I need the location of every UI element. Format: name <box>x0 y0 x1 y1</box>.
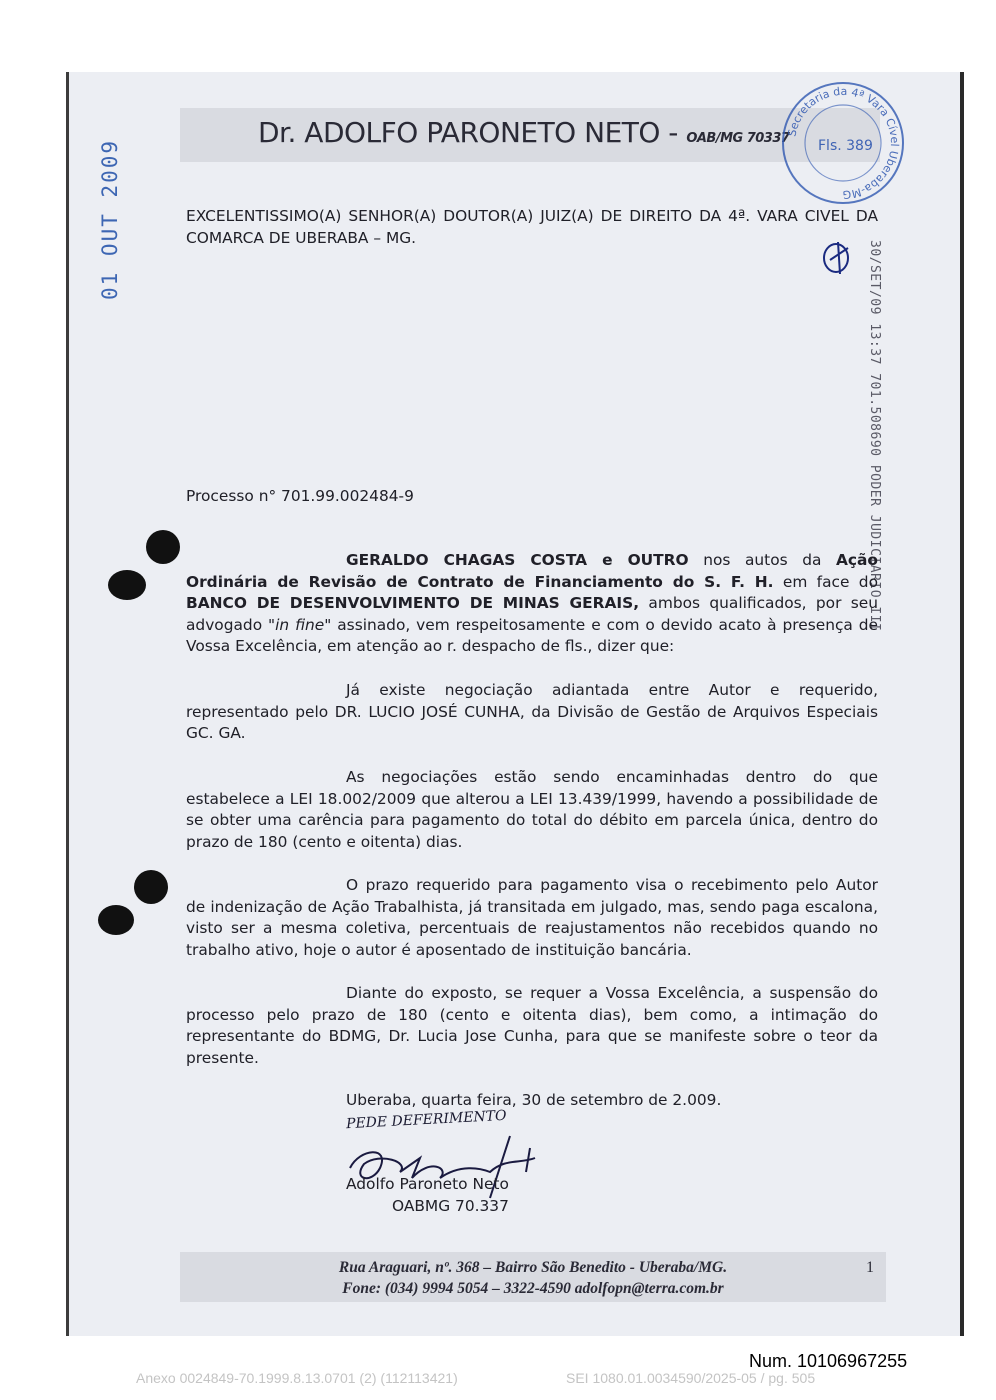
body-paragraph <box>186 983 878 1069</box>
action-name: Ação Ordinária de Revisão de Contrato de Financiamento do S. F. H. <box>186 551 878 591</box>
intro-text: nos autos da <box>688 551 836 569</box>
paragraph-text: Já existe negociação adiantada entre Autor e requerido, representado pelo DR. LUCIO JOSÉ CUNHA, da Divisão de Gestão de Arquivos Especiais GC. GA. <box>186 681 878 742</box>
handwritten-note: PEDE DEFERIMENTO <box>345 1107 507 1133</box>
addressee: EXCELENTISSIMO(A) SENHOR(A) DOUTOR(A) JUIZ(A) DE DIREITO DA 4ª. VARA CIVEL DA COMARCA DE UBERABA – MG. <box>186 207 878 247</box>
lawyer-name: Dr. ADOLFO PARONETO NETO - <box>258 116 687 149</box>
sei-reference: SEI 1080.01.0034590/2025-05 / pg. 505 <box>566 1370 816 1386</box>
intro-text: em face do <box>773 572 878 591</box>
footer-contact: Fone: (034) 9994 5054 – 3322-4590 adolfopn@terra.com.br <box>342 1280 724 1297</box>
punch-hole <box>146 530 180 564</box>
parties: GERALDO CHAGAS COSTA e OUTRO <box>346 551 689 569</box>
intro-text: ambos qualificados, por seu advogado <box>186 594 878 634</box>
body-paragraph <box>186 875 878 961</box>
signer-oab: OABMG 70.337 <box>392 1197 509 1215</box>
punch-hole <box>108 570 146 600</box>
body-paragraph <box>186 680 878 745</box>
protocol-stamp: 30/SET/09 13:37 701.508690 PODER JUDICIARIO III <box>867 240 882 632</box>
intro-paragraph <box>186 550 878 658</box>
received-date-stamp: 01 OUT 2009 <box>98 138 122 300</box>
defendant-name: BANCO DE DESENVOLVIMENTO DE MINAS GERAIS, <box>186 594 640 612</box>
body-paragraph <box>186 767 878 853</box>
signer-name: Adolfo Paroneto Neto <box>346 1175 509 1193</box>
intro-text: assinado, vem respeitosamente e com o devido acato à presença de Vossa Excelência, em atenção ao r. despacho de fls., dizer que: <box>186 615 879 655</box>
letterhead-title <box>258 116 789 149</box>
punch-hole <box>98 905 134 935</box>
paragraph-text: As negociações estão sendo encaminhadas dentro do que estabelece a LEI 18.002/2009 que alterou a LEI 13.439/1999, havendo a possibilidade de se obter uma carência para pagamento do total do débito em parcela única, dentro do prazo de 180 (cento e oitenta) dias. <box>186 768 878 851</box>
page-number: 1 <box>866 1259 874 1276</box>
date-line: Uberaba, quarta feira, 30 de setembro de 2.009. <box>346 1091 722 1109</box>
lawyer-oab: OAB/MG 70337 <box>686 131 790 146</box>
footer-address: Rua Araguari, nº. 368 – Bairro São Benedito - Uberaba/MG. <box>338 1259 728 1276</box>
paragraph-text: O prazo requerido para pagamento visa o recebimento pelo Autor de indenização de Ação Trabalhista, já transitada em julgado, mas, sendo paga escalona, visto ser a mesma coletiva, percentuais de reajustamentos não recebidos quando no trabalho ativo, hoje o autor é aposentado de instituição bancária. <box>186 876 878 959</box>
punch-hole <box>134 870 168 904</box>
paragraph-text: Diante do exposto, se requer a Vossa Excelência, a suspensão do processo pelo prazo de 180 (cento e oitenta dias), bem como, a intimação do representante do BDMG, Dr. Lucia Jose Cunha, para que se manifeste sobre o teor da presente. <box>186 984 878 1067</box>
court-seal-stamp <box>778 78 908 208</box>
annex-reference: Anexo 0024849-70.1999.8.13.0701 (2) (112113421) <box>136 1370 458 1386</box>
process-number: Processo n° 701.99.002484-9 <box>186 487 414 505</box>
in-fine-term: "in fine" <box>268 615 332 634</box>
seal-ring-text: Secretaria da 4ª Vara Cível Uberaba-MG <box>785 84 902 202</box>
scan-edge <box>960 72 964 1336</box>
seal-fls: Fls. 389 <box>818 138 873 154</box>
document-number: Num. 10106967255 <box>749 1351 908 1371</box>
